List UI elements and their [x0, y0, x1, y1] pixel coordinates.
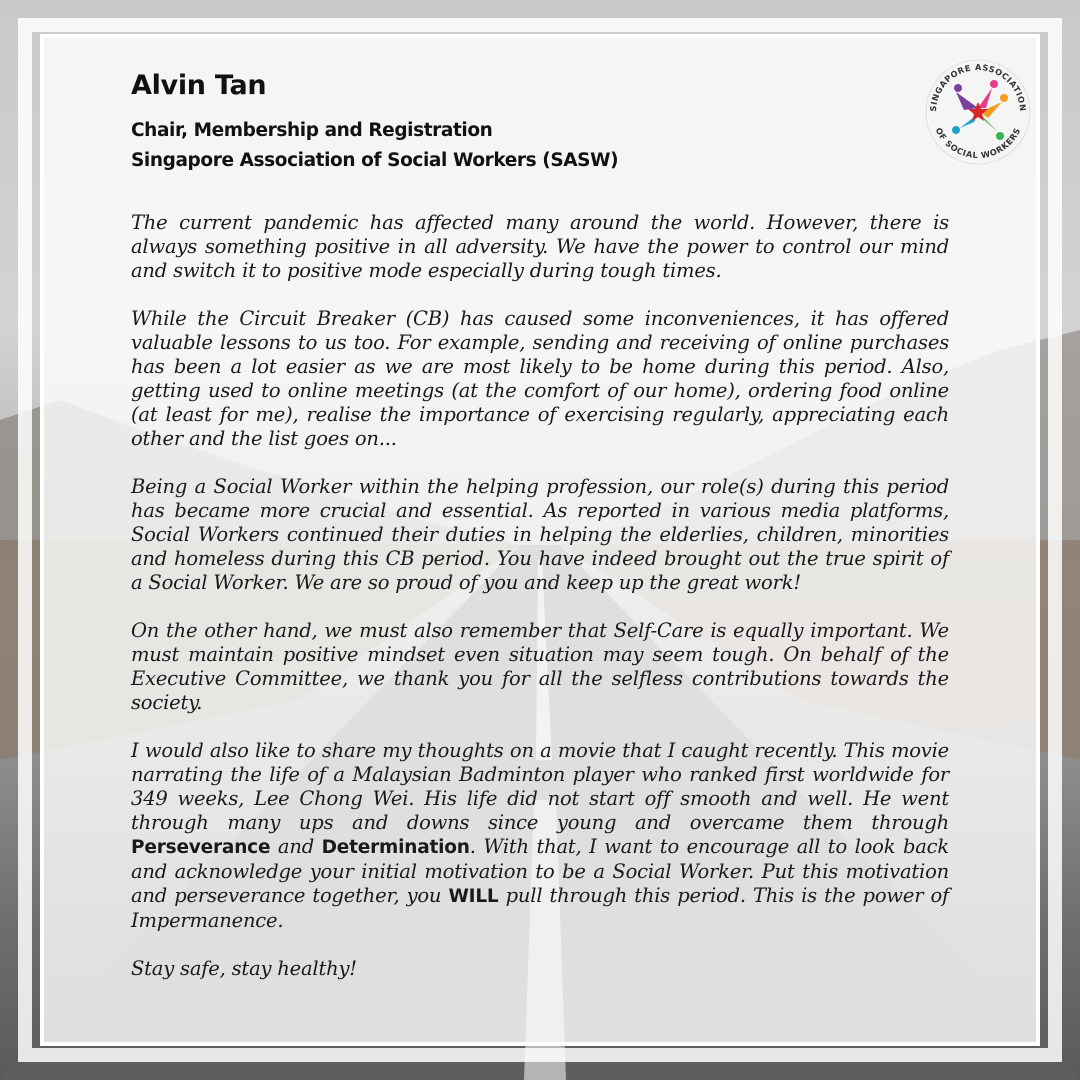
letter-body — [131, 211, 949, 1005]
paragraph-4: On the other hand, we must also remember that Self-Care is equally important. We must maintain positive mindset even situation may seem tough. On behalf of the Executive Committee, we thank you for all the selfless contributions towards the society. — [131, 619, 949, 714]
sasw-logo — [920, 54, 1036, 170]
logo-arc-top: SINGAPORE ASSOCIATION — [927, 61, 1029, 112]
paragraph-5 — [131, 739, 949, 933]
paragraph-2: While the Circuit Breaker (CB) has caused some inconveniences, it has offered valuable lessons to us too. For example, sending and receiving of online purchases has been a lot easier as we are most likely to be home during this period. Also, getting used to online meetings (at the comfort of our home), ordering food online (at least for me), realise the importance of exercising regularly, appreciating each other and the list goes on... — [131, 307, 949, 450]
paragraph-5-text-d: pull through this period. This is the power of Impermanence. — [131, 884, 950, 932]
letter-header — [131, 68, 891, 176]
emphasis-determination: Determination — [321, 837, 470, 858]
paragraph-5-text-a: I would also like to share my thoughts on a movie that I caught recently. This movie narrating the life of a Malaysian Badminton player who ranked first worldwide for 349 weeks, Lee Chong Wei. His life did not start off smooth and well. He went through many ups and downs since young and overcame them through — [131, 739, 949, 834]
svg-text:OF SOCIAL WORKERS — [934, 126, 1023, 160]
author-role: Chair, Membership and Registration — [131, 120, 493, 141]
closing-line: Stay safe, stay healthy! — [131, 957, 357, 980]
author-name: Alvin Tan — [131, 70, 267, 101]
paragraph-1: The current pandemic has affected many around the world. However, there is always something positive in all adversity. We have the power to control our mind and switch it to positive mode especially during tough times. — [131, 211, 949, 282]
logo-arc-bottom: OF SOCIAL WORKERS — [933, 125, 1023, 161]
paragraph-3: Being a Social Worker within the helping profession, our role(s) during this period has became more crucial and essential. As reported in various media platforms, Social Workers continued their duties in helping the elderlies, children, minorities and homeless during this CB period. You have indeed brought out the true spirit of a Social Worker. We are so proud of you and keep up the great work! — [131, 475, 949, 594]
paragraph-5-text-c: . With that, I want to encourage all to look back and acknowledge your initial motivation to be a Social Worker. Put this motivation and perseverance together, you — [131, 835, 949, 907]
paragraph-5-text-b: and — [270, 835, 322, 858]
author-organization: Singapore Association of Social Workers (SASW) — [131, 150, 619, 171]
emphasis-perseverance: Perseverance — [131, 837, 271, 858]
emphasis-will: WILL — [448, 886, 499, 907]
